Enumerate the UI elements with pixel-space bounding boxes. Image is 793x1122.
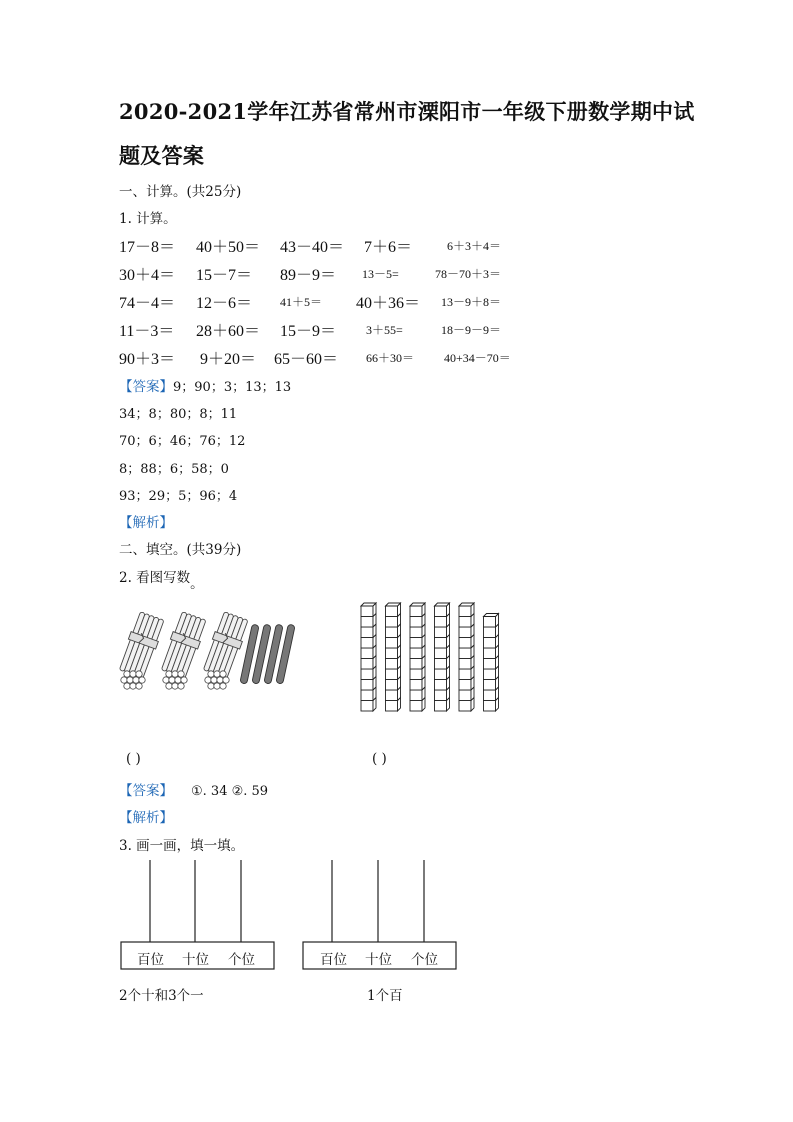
calc-item: 90＋3＝: [119, 351, 176, 368]
calc-item: 15－7＝: [196, 267, 253, 284]
answer-blank-left[interactable]: ( ): [126, 751, 141, 767]
cube-column: [410, 603, 425, 711]
question-2-dot: 。: [190, 576, 204, 592]
answer-text: 9；90；3；13；13: [173, 380, 292, 395]
calc-item: 40＋36＝: [356, 295, 421, 312]
calc-item: 66＋30＝: [366, 351, 415, 365]
calc-item: 40＋50＝: [196, 239, 261, 256]
ten-stick-bundle: [118, 612, 166, 689]
cube-column: [459, 603, 474, 711]
calc-item: 9＋20＝: [200, 351, 257, 368]
cube-column: [435, 603, 450, 711]
q1-answer-line: 34；8；80；8；11: [119, 407, 238, 422]
single-sticks: [240, 624, 295, 684]
calc-item: 89－9＝: [280, 267, 337, 284]
calc-item: 15－9＝: [280, 323, 337, 340]
stick-bundles-figure: [118, 612, 308, 692]
cube-column: [484, 614, 499, 712]
calc-item: 12－6＝: [196, 295, 253, 312]
q1-answer-line: 8；88；6；58；0: [119, 462, 229, 477]
calc-item: 18－9－9＝: [441, 323, 502, 337]
ten-stick-bundle: [159, 612, 207, 689]
answer-tag: 【答案】: [119, 783, 173, 799]
calc-item: 7＋6＝: [364, 239, 413, 256]
abacus-2-label-ones: 个位: [411, 952, 438, 968]
abacus-2-caption: 1个百: [367, 988, 403, 1004]
abacus-1-label-hundreds: 百位: [137, 952, 164, 968]
answer-blank-right[interactable]: ( ): [372, 751, 387, 767]
calc-item: 28＋60＝: [196, 323, 261, 340]
answer-tag: 【答案】: [119, 379, 173, 395]
abacus-2-label-hundreds: 百位: [320, 952, 347, 968]
calc-item: 74－4＝: [119, 295, 176, 312]
q2-analysis-tag: 【解析】: [119, 810, 173, 826]
calc-item: 3＋55=: [366, 323, 403, 337]
cube-columns-figure: [356, 596, 506, 716]
calc-item: 13－5=: [362, 267, 399, 281]
cube-column: [361, 603, 376, 711]
section-2-header: 二、填空。(共39分): [119, 542, 242, 558]
page-title: 2020-2021学年江苏省常州市溧阳市一年级下册数学期中试: [119, 99, 695, 124]
abacus-1-label-ones: 个位: [228, 952, 255, 968]
cube-column: [386, 603, 401, 711]
q1-answer-line: [119, 375, 291, 395]
calc-item: 13－9＋8＝: [441, 295, 502, 309]
question-2-label: [119, 566, 204, 592]
calc-item: 17－8＝: [119, 239, 176, 256]
q1-answer-line: 70；6；46；76；12: [119, 434, 246, 449]
calc-item: 40+34－70＝: [444, 351, 511, 365]
calc-item: 65－60＝: [274, 351, 339, 368]
q1-answer-line: 93；29；5；96；4: [119, 489, 238, 504]
calc-item: 43－40＝: [280, 239, 345, 256]
calc-item: 6＋3＋4＝: [447, 239, 502, 253]
section-1-header: 一、计算。(共25分): [119, 184, 242, 200]
calc-item: 78－70＋3＝: [435, 267, 502, 281]
calc-item: 41＋5＝: [280, 295, 323, 309]
abacus-1-label-tens: 十位: [182, 952, 209, 968]
answer-text: ①. 34 ②. 59: [191, 784, 269, 799]
q1-analysis-tag: 【解析】: [119, 515, 173, 531]
abacus-2-label-tens: 十位: [365, 952, 392, 968]
question-3-label: 3. 画一画，填一填。: [119, 838, 245, 854]
abacus-1-caption: 2个十和3个一: [119, 988, 204, 1004]
page-title-continued: 题及答案: [119, 143, 205, 168]
question-1-label: 1. 计算。: [119, 211, 177, 227]
calc-item: 30＋4＝: [119, 267, 176, 284]
calc-item: 11－3＝: [119, 323, 175, 340]
q2-answer-line: [119, 779, 268, 799]
question-2-text: 2. 看图写数: [119, 570, 191, 586]
